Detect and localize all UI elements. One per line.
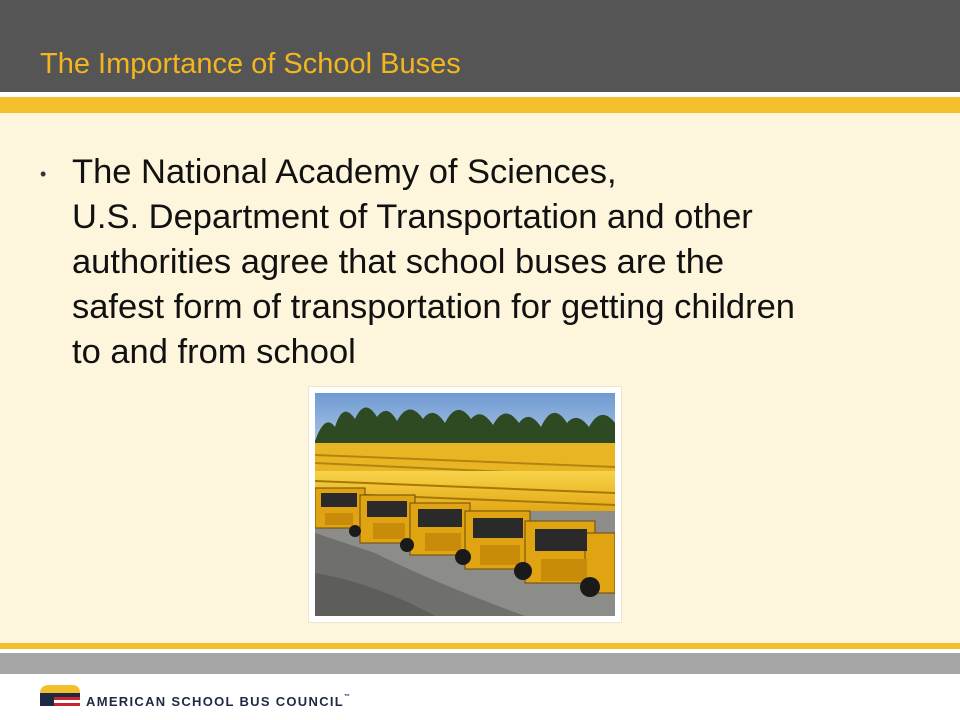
school-bus-flag-logo-icon [38, 683, 82, 709]
bullet-marker: • [40, 164, 47, 184]
bullet-text: The National Academy of Sciences, U.S. Department of Transportation and other authorities agree that school buses are the safest form of transportation for getting children to and from school [72, 153, 795, 371]
footer-divider-gray [0, 653, 960, 674]
trademark-symbol: ™ [344, 694, 351, 700]
slide-title: The Importance of School Buses [40, 48, 461, 80]
brand-text: AMERICAN SCHOOL BUS COUNCIL [86, 694, 345, 709]
school-buses-photo [309, 387, 621, 622]
brand-name [86, 694, 350, 709]
slide-header [0, 0, 960, 92]
header-divider-yellow [0, 97, 960, 113]
school-buses-image [315, 393, 615, 616]
